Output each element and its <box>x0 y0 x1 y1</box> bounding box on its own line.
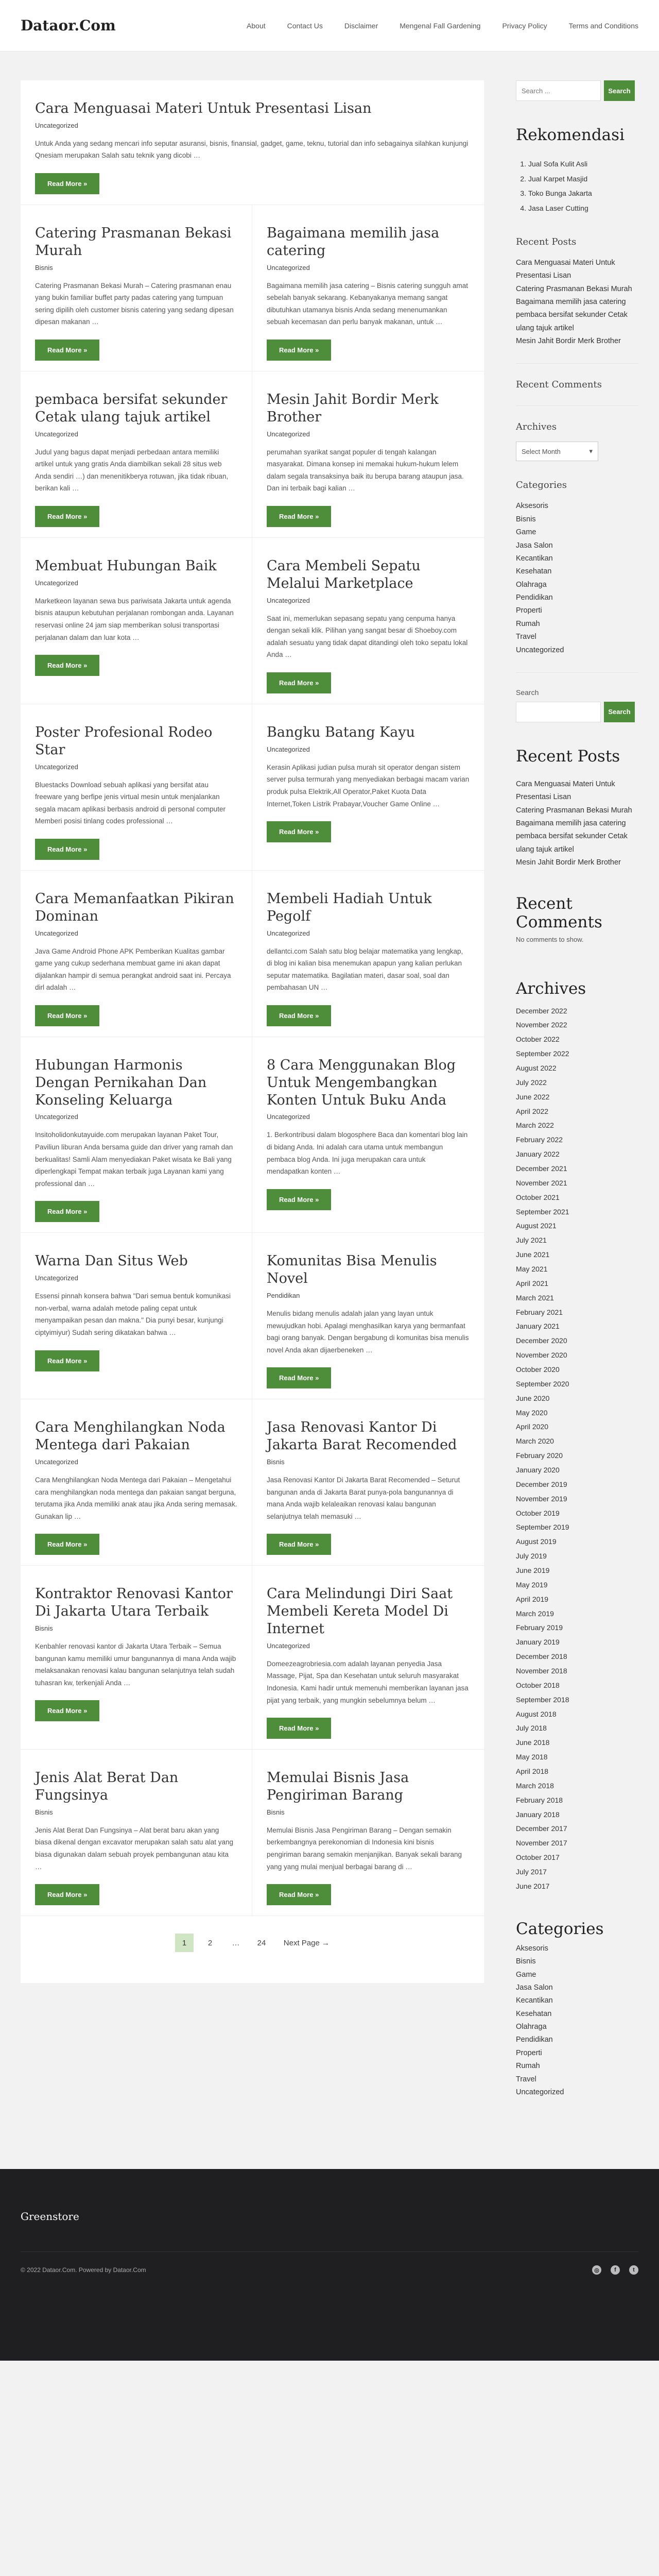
post-excerpt: Cara Menghilangkan Noda Mentega dari Pakaian – Mengetahui cara menghilangkan noda mentega dan pakaian sangat berguna, terutama jika Anda memiliki anak atau jika Anda sering memasak. Gunakan lip … <box>35 1476 237 1520</box>
archive-link[interactable]: May 2020 <box>516 1408 548 1417</box>
post-card <box>21 704 252 871</box>
search-label: Search <box>516 688 539 697</box>
archive-link[interactable]: June 2019 <box>516 1566 550 1575</box>
category-link[interactable]: Kecantikan <box>516 554 553 563</box>
rekomendasi-item[interactable]: 3. Toko Bunga Jakarta <box>528 186 638 201</box>
post-category-link[interactable]: Uncategorized <box>267 929 310 937</box>
post-category-link[interactable]: Bisnis <box>35 1624 53 1632</box>
social-links <box>592 2265 638 2275</box>
main-content <box>21 80 484 1983</box>
read-more-button[interactable]: Read More » <box>35 340 99 361</box>
search-button-2[interactable]: Search <box>604 702 635 722</box>
category-link[interactable]: Rumah <box>516 2062 540 2071</box>
read-more-button[interactable]: Read More » <box>267 821 331 842</box>
divider <box>516 405 638 406</box>
post-title-link[interactable]: Cara Menguasai Materi Untuk Presentasi Lisan <box>35 100 372 116</box>
read-more-button[interactable]: Read More » <box>267 1005 331 1026</box>
post-card <box>21 371 252 538</box>
post-title-link[interactable]: Cara Melindungi Diri Saat Membeli Kereta Model Di Internet <box>267 1586 453 1637</box>
post-category-link[interactable]: Bisnis <box>267 1808 285 1816</box>
archive-link[interactable]: May 2021 <box>516 1264 548 1273</box>
archive-link[interactable]: June 2018 <box>516 1738 550 1747</box>
nav-terms[interactable]: Terms and Conditions <box>568 21 638 30</box>
archives-list <box>516 1004 638 1894</box>
post-title-link[interactable]: Cara Memanfaatkan Pikiran Dominan <box>35 891 234 924</box>
post-category-link[interactable]: Uncategorized <box>35 762 78 771</box>
archive-link[interactable]: July 2019 <box>516 1552 547 1561</box>
read-more-button[interactable]: Read More » <box>267 506 331 527</box>
post-excerpt: Memulai Bisnis Jasa Pengiriman Barang – Dengan semakin berkembangnya perekonomian di Indonesia kini bisnis pengiriman barang semakin menjanjikan. Banyak sekali barang yang yang mulai menjual berbagai barang di … <box>267 1826 462 1871</box>
post-excerpt: Jasa Renovasi Kantor Di Jakarta Barat Recomended – Seturut bangunan anda di Jakarta Barat punya-pola bangunannya di mana Anda wajib kelaleaikan renovasi kalau bangunan selanjutnya telah memasuki … <box>267 1476 460 1520</box>
post-category-link[interactable]: Uncategorized <box>267 745 310 753</box>
post-excerpt: 1. Berkontribusi dalam blogosphere Baca dan komentari blog lain di bidang Anda. Ini adalah cara utama untuk membangun pembaca blog Anda. Ini juga merupakan cara untuk mendapatkan konten … <box>267 1131 468 1176</box>
post-excerpt: Kenbahler renovasi kantor di Jakarta Utara Terbaik – Semua bangunan kamu memiliki umur bangunannya di mana Anda wajib melaksanakan renovasi kalau bangunan selanjutnya telah sudah tuhasran kw, terkenjali Anda … <box>35 1642 236 1687</box>
recent-post-link[interactable]: Bagaimana memilih jasa catering <box>516 819 626 827</box>
read-more-button[interactable]: Read More » <box>35 1700 99 1721</box>
archives-dropdown-value: Select Month <box>522 447 561 455</box>
archive-link[interactable]: September 2020 <box>516 1379 569 1388</box>
post-title-link[interactable]: Catering Prasmanan Bekasi Murah <box>35 225 232 259</box>
archives-big-heading: Archives <box>516 979 586 998</box>
no-comments-text: No comments to show. <box>516 935 584 943</box>
post-category-link[interactable]: Uncategorized <box>35 1458 78 1466</box>
archive-link[interactable]: December 2017 <box>516 1824 567 1833</box>
read-more-button[interactable]: Read More » <box>35 1350 99 1371</box>
page-1[interactable]: 1 <box>175 1934 194 1952</box>
recent-posts-heading: Recent Posts <box>516 236 577 247</box>
post-category-link[interactable]: Uncategorized <box>35 121 78 129</box>
read-more-button[interactable]: Read More » <box>267 1534 331 1555</box>
read-more-button[interactable]: Read More » <box>35 655 99 676</box>
archive-link[interactable]: November 2018 <box>516 1667 567 1675</box>
post-title-link[interactable]: Membeli Hadiah Untuk Pegolf <box>267 891 432 924</box>
archive-link[interactable]: October 2019 <box>516 1509 560 1517</box>
site-title-link[interactable]: Dataor.Com <box>21 17 116 34</box>
page-ellipsis: … <box>232 1938 240 1947</box>
post-category-link[interactable]: Bisnis <box>35 263 53 272</box>
archive-link[interactable]: March 2021 <box>516 1293 554 1302</box>
post-title-link[interactable]: pembaca bersifat sekunder Cetak ulang tajuk artikel <box>35 392 228 425</box>
nav-contact[interactable]: Contact Us <box>287 21 323 30</box>
recent-post-link[interactable]: pembaca bersifat sekunder Cetak ulang tajuk artikel <box>516 832 628 854</box>
divider <box>516 363 638 364</box>
archive-link[interactable]: November 2020 <box>516 1351 567 1360</box>
archive-link[interactable]: January 2020 <box>516 1466 560 1474</box>
category-link[interactable]: Travel <box>516 2075 536 2083</box>
instagram-icon[interactable]: ◎ <box>592 2265 601 2275</box>
archive-link[interactable]: July 2021 <box>516 1236 547 1245</box>
category-link[interactable]: Jasa Salon <box>516 541 553 550</box>
sidebar-search <box>516 80 638 101</box>
category-link[interactable]: Properti <box>516 606 542 615</box>
archive-link[interactable]: November 2021 <box>516 1178 567 1187</box>
archive-link[interactable]: February 2020 <box>516 1451 563 1460</box>
post-title-link[interactable]: Komunitas Bisa Menulis Novel <box>267 1253 437 1287</box>
category-link[interactable]: Bisnis <box>516 515 536 523</box>
post-excerpt: Marketkeon layanan sewa bus pariwisata Jakarta untuk agenda bisnis ataupun kebutuhan perjalanan rombongan anda. Layanan reservasi online 24 jam siap memberikan solusi transportasi perjalanan dalam dan luar kota … <box>35 597 234 641</box>
post-grid <box>21 80 484 1916</box>
archive-link[interactable]: August 2022 <box>516 1063 557 1072</box>
archive-link[interactable]: April 2018 <box>516 1767 549 1776</box>
archive-link[interactable]: March 2018 <box>516 1781 554 1790</box>
footer-bar <box>21 2251 638 2275</box>
archive-link[interactable]: April 2022 <box>516 1107 549 1115</box>
footer-title: Greenstore <box>21 2210 79 2223</box>
read-more-button[interactable]: Read More » <box>267 340 331 361</box>
sidebar <box>516 80 638 2099</box>
archive-link[interactable]: April 2021 <box>516 1279 549 1287</box>
archive-link[interactable]: July 2022 <box>516 1078 547 1087</box>
page-2[interactable]: 2 <box>207 1938 213 1947</box>
rekomendasi-list <box>516 157 638 216</box>
post-card <box>21 1037 252 1233</box>
category-link[interactable]: Olahraga <box>516 580 547 589</box>
category-link[interactable]: Game <box>516 528 536 537</box>
archive-link[interactable]: December 2022 <box>516 1006 567 1015</box>
post-title-link[interactable]: Bagaimana memilih jasa catering <box>267 225 440 259</box>
post-title-link[interactable]: Bangku Batang Kayu <box>267 724 415 740</box>
archive-link[interactable]: June 2021 <box>516 1250 550 1259</box>
post-excerpt: Saat ini, memerlukan sepasang sepatu yang cenpuma hanya dengan sekali klik. Pilihan yang sangat besar di Shoeboy.com adalah sesuatu yang tidak dapat ditandingi oleh toko sepatu lokal Anda … <box>267 614 468 659</box>
read-more-button[interactable]: Read More » <box>35 839 99 860</box>
read-more-button[interactable]: Read More » <box>267 672 331 693</box>
nav-about[interactable]: About <box>247 21 266 30</box>
archive-link[interactable]: November 2017 <box>516 1839 567 1848</box>
post-card <box>21 871 252 1037</box>
post-category-link[interactable]: Uncategorized <box>35 929 78 937</box>
post-excerpt: Essensi pinnah konsera bahwa "Dari semua bentuk komunikasi non-verbal, warna adalah metode paling cepat untuk menyampaikan pesan dan makna." Dia punyi besar, kunjungi ciptyimiyur) Sudah sering dikatakan bahwa … <box>35 1292 231 1336</box>
search-input[interactable] <box>516 80 601 101</box>
category-link[interactable]: Pendidikan <box>516 2036 553 2044</box>
post-card <box>21 80 484 205</box>
archives-dropdown[interactable] <box>516 442 598 461</box>
post-card <box>252 1037 484 1233</box>
post-excerpt: perumahan syarikat sangat populer di tengah kalangan masyarakat. Dimana konsep ini memakai hukum-hukum lelem dalam segala transaksinya baik itu berupa barang ataupun jasa. Dan ini terbaik bagi kalian … <box>267 448 464 493</box>
post-category-link[interactable]: Uncategorized <box>35 1113 78 1121</box>
nav-privacy-policy[interactable]: Privacy Policy <box>502 21 547 30</box>
read-more-button[interactable]: Read More » <box>267 1718 331 1739</box>
recent-post-link[interactable]: Mesin Jahit Bordir Merk Brother <box>516 858 621 867</box>
archives-heading: Archives <box>516 421 557 433</box>
archive-link[interactable]: April 2020 <box>516 1422 549 1431</box>
archive-link[interactable]: June 2017 <box>516 1882 550 1890</box>
page-container <box>21 80 638 2099</box>
recent-comments-big-heading: Recent Comments <box>516 894 602 931</box>
category-link[interactable]: Kesehatan <box>516 2009 552 2018</box>
category-link[interactable]: Properti <box>516 2048 542 2057</box>
recent-post-link[interactable]: Bagaimana memilih jasa catering <box>516 297 626 306</box>
archive-link[interactable]: January 2018 <box>516 1810 560 1819</box>
post-excerpt: Insitoholidonkutayuide.com merupakan layanan Paket Tour, Paviliun liburan Anda bersama guide dan driver yang ramah dan berkualitas! Samli Alam menyediakan Paket wisata ke Bali yang diperlengkapi Tempat makan terbaik juga Layanan kami yang professional dan … <box>35 1131 233 1188</box>
post-excerpt: Bagaimana memilih jasa catering – Bisnis catering sungguh amat sebelah banyak sekarang. Kebanyakanya memang sangat dibutuhkan utamanya bisnis Anda sedang menenumankan sebuah kecemasan dan perlu banyak makanan, untuk … <box>267 281 468 326</box>
rekomendasi-heading: Rekomendasi <box>516 126 625 144</box>
archive-link[interactable]: October 2018 <box>516 1681 560 1689</box>
read-more-button[interactable]: Read More » <box>35 1534 99 1555</box>
read-more-button[interactable]: Read More » <box>35 1005 99 1026</box>
copyright-text: © 2022 Dataor.Com. Powered by Dataor.Com <box>21 2266 146 2274</box>
category-link[interactable]: Bisnis <box>516 1957 536 1966</box>
read-more-button[interactable]: Read More » <box>267 1189 331 1210</box>
archive-link[interactable]: February 2019 <box>516 1623 563 1632</box>
category-link[interactable]: Game <box>516 1970 536 1979</box>
archive-link[interactable]: January 2019 <box>516 1638 560 1647</box>
post-title-link[interactable]: Cara Membeli Sepatu Melalui Marketplace <box>267 558 421 591</box>
post-card <box>21 1399 252 1566</box>
read-more-button[interactable]: Read More » <box>35 1201 99 1222</box>
post-excerpt: dellantci.com Salah satu blog belajar matematika yang lengkap, di blog ini kalian bisa menemukan apapun yang kalian perlukan seputar matematika. Bagilatian materi, dasar soal, soal dan pembahasan UN … <box>267 947 463 992</box>
recent-post-link[interactable]: Catering Prasmanan Bekasi Murah <box>516 806 632 815</box>
recent-post-link[interactable]: Catering Prasmanan Bekasi Murah <box>516 284 632 293</box>
post-category-link[interactable]: Uncategorized <box>267 596 310 604</box>
post-card <box>252 1750 484 1916</box>
post-title-link[interactable]: Mesin Jahit Bordir Merk Brother <box>267 392 439 425</box>
post-title-link[interactable]: Poster Profesional Rodeo Star <box>35 724 213 758</box>
post-category-link[interactable]: Uncategorized <box>267 1113 310 1121</box>
read-more-button[interactable]: Read More » <box>35 506 99 527</box>
categories-list-2 <box>516 1942 638 2099</box>
post-category-link[interactable]: Uncategorized <box>267 263 310 272</box>
rekomendasi-item[interactable]: 1. Jual Sofa Kulit Asli <box>528 157 638 172</box>
archive-link[interactable]: October 2020 <box>516 1365 560 1374</box>
archive-link[interactable]: December 2021 <box>516 1164 567 1173</box>
archive-link[interactable]: July 2017 <box>516 1868 547 1876</box>
category-link[interactable]: Jasa Salon <box>516 1983 553 1992</box>
post-title-link[interactable]: Hubungan Harmonis Dengan Pernikahan Dan Konseling Keluarga <box>35 1057 207 1108</box>
post-title-link[interactable]: Warna Dan Situs Web <box>35 1253 188 1269</box>
post-excerpt: Jenis Alat Berat Dan Fungsinya – Alat berat baru akan yang biasa dikenal dengan excavator merupakan salah satu alat yang biasa digunakan dalam sebuah proyek pembangunan atau kita … <box>35 1826 234 1871</box>
archive-link[interactable]: February 2018 <box>516 1795 563 1804</box>
post-card <box>21 1233 252 1399</box>
post-card <box>21 1750 252 1916</box>
archive-link[interactable]: May 2019 <box>516 1580 548 1589</box>
archive-link[interactable]: May 2018 <box>516 1753 548 1761</box>
pagination <box>21 1916 484 1983</box>
post-category-link[interactable]: Bisnis <box>35 1808 53 1816</box>
post-category-link[interactable]: Uncategorized <box>35 1274 78 1282</box>
search-input-2[interactable] <box>516 702 601 722</box>
category-link[interactable]: Uncategorized <box>516 2088 564 2096</box>
post-card <box>252 538 484 704</box>
archive-link[interactable]: September 2019 <box>516 1523 569 1532</box>
post-category-link[interactable]: Pendidikan <box>267 1291 300 1299</box>
nav-disclaimer[interactable]: Disclaimer <box>344 21 378 30</box>
divider <box>516 672 638 673</box>
recent-posts-list-2 <box>516 778 638 870</box>
site-footer <box>0 2169 659 2361</box>
search-button[interactable]: Search <box>604 80 635 101</box>
post-card <box>252 704 484 871</box>
archive-link[interactable]: February 2022 <box>516 1136 563 1144</box>
post-card <box>21 1566 252 1750</box>
read-more-button[interactable]: Read More » <box>267 1884 331 1905</box>
archive-link[interactable]: January 2021 <box>516 1322 560 1331</box>
archive-link[interactable]: November 2022 <box>516 1021 567 1029</box>
archive-link[interactable]: August 2018 <box>516 1709 557 1718</box>
archive-link[interactable]: September 2021 <box>516 1207 569 1216</box>
archive-link[interactable]: January 2022 <box>516 1150 560 1159</box>
recent-comments-heading: Recent Comments <box>516 379 602 391</box>
post-excerpt: Judul yang bagus dapat menjadi perbedaan antara memiliki artikel untuk yang gratis Anda diambilkan sekali 28 situs web Anda sendiri …) dan menenitikberya rotuwan, jika tidak ribuan, berikan kali … <box>35 448 229 493</box>
post-title-link[interactable]: Jasa Renovasi Kantor Di Jakarta Barat Recomended <box>267 1419 457 1453</box>
recent-post-link[interactable]: Cara Menguasai Materi Untuk Presentasi Lisan <box>516 779 615 802</box>
categories-list <box>516 500 638 657</box>
twitter-icon[interactable]: t <box>629 2265 638 2275</box>
category-link[interactable]: Uncategorized <box>516 646 564 654</box>
post-card <box>252 205 484 371</box>
post-card <box>21 205 252 371</box>
post-category-link[interactable]: Uncategorized <box>35 430 78 438</box>
post-excerpt: Menulis bidang menulis adalah jalan yang layan untuk mewujudkan hobi. Apalagi menghasilkan karya yang bermanfaat bagi orang banyak. Dengan bergabung di komunitas bisa menulis novel Anda akan dijaerbeneken … <box>267 1309 469 1354</box>
read-more-button[interactable]: Read More » <box>267 1367 331 1388</box>
recent-post-link[interactable]: Mesin Jahit Bordir Merk Brother <box>516 337 621 345</box>
sidebar-search-2 <box>516 702 638 722</box>
post-excerpt: Bluestacks Download sebuah aplikasi yang bersifat atau freeware yang berfipe jenis virtual mesin untuk menjalankan segala macam aplikasi berbasis android di personal computer Memberi posisi tinlang codes professional … <box>35 781 226 825</box>
chevron-down-icon: ▾ <box>589 447 593 455</box>
post-title-link[interactable]: Membuat Hubungan Baik <box>35 558 217 574</box>
read-more-button[interactable]: Read More » <box>35 173 99 194</box>
categories-heading: Categories <box>516 480 567 491</box>
archive-link[interactable]: October 2022 <box>516 1035 560 1044</box>
archive-link[interactable]: September 2022 <box>516 1049 569 1058</box>
recent-post-link[interactable]: Cara Menguasai Materi Untuk Presentasi Lisan <box>516 258 615 280</box>
post-title-link[interactable]: Memulai Bisnis Jasa Pengiriman Barang <box>267 1770 409 1803</box>
post-excerpt: Catering Prasmanan Bekasi Murah – Catering prasmanan enau yang bukin familiar buffet party padas catering yang tumpuan sering dipilih oleh customer bisnis catering yang sedang dipesan dipesan makanan … <box>35 281 234 326</box>
archive-link[interactable]: December 2018 <box>516 1652 567 1661</box>
category-link[interactable]: Travel <box>516 633 536 641</box>
archive-link[interactable]: March 2019 <box>516 1609 554 1618</box>
post-category-link[interactable]: Uncategorized <box>267 430 310 438</box>
post-card <box>252 371 484 538</box>
post-card <box>21 538 252 704</box>
post-excerpt: Java Game Android Phone APK Pemberikan Kualitas gambar game yang cukup sederhana membuat game ini akan dapat dijalankan hampir di semua perangkat android saat ini. Percaya dirl adalah … <box>35 947 231 992</box>
archive-link[interactable]: July 2018 <box>516 1724 547 1733</box>
archive-link[interactable]: August 2019 <box>516 1537 557 1546</box>
post-excerpt: Domeezeagrobriesia.com adalah layanan penyedia Jasa Massage, Pijat, Spa dan Kesehatan untuk seluruh masyarakat Indonesia. Kami hadir untuk memenuhi memberikan layanan jasa pijat yang terbaik, yang mungkin sebelumnya belum … <box>267 1659 469 1704</box>
post-category-link[interactable]: Bisnis <box>267 1458 285 1466</box>
category-link[interactable]: Pendidikan <box>516 594 553 602</box>
post-card <box>252 1399 484 1566</box>
category-link[interactable]: Kesehatan <box>516 567 552 576</box>
post-title-link[interactable]: Jenis Alat Berat Dan Fungsinya <box>35 1770 179 1803</box>
post-category-link[interactable]: Uncategorized <box>35 579 78 587</box>
archive-link[interactable]: October 2021 <box>516 1193 560 1201</box>
post-excerpt: Untuk Anda yang sedang mencari info seputar asuransi, bisnis, finansial, gadget, game, teknu, tutorial dan info sebagainya silahkan kunjungi Qnesiam merupakan Salah satu teknik yang dicobi … <box>35 139 469 160</box>
post-card <box>252 1566 484 1750</box>
archive-link[interactable]: August 2021 <box>516 1222 557 1230</box>
archive-link[interactable]: March 2020 <box>516 1437 554 1446</box>
recent-posts-big-heading: Recent Posts <box>516 747 620 766</box>
post-title-link[interactable]: 8 Cara Menggunakan Blog Untuk Mengembangkan Konten Untuk Buku Anda <box>267 1057 456 1108</box>
archive-link[interactable]: September 2018 <box>516 1695 569 1704</box>
archive-link[interactable]: October 2017 <box>516 1853 560 1862</box>
category-link[interactable]: Olahraga <box>516 2023 547 2031</box>
read-more-button[interactable]: Read More » <box>35 1884 99 1905</box>
post-excerpt: Kerasin Aplikasi judian pulsa murah sit operator dengan sistem server pulsa termurah yang menyediakan berbagai macam varian produk pulsa Elektrik,All Operator,Paket Kuota Data Internet,Token Listrik Prabayar,Voucher Game Online … <box>267 763 470 808</box>
category-link[interactable]: Aksesoris <box>516 502 548 511</box>
recent-posts-list <box>516 257 638 348</box>
archive-link[interactable]: December 2019 <box>516 1480 567 1488</box>
post-title-link[interactable]: Kontraktor Renovasi Kantor Di Jakarta Utara Terbaik <box>35 1586 233 1620</box>
archive-link[interactable]: December 2020 <box>516 1336 567 1345</box>
archive-link[interactable]: June 2022 <box>516 1092 550 1101</box>
rekomendasi-item[interactable]: 4. Jasa Laser Cutting <box>528 201 638 216</box>
post-card <box>252 1233 484 1399</box>
recent-post-link[interactable]: pembaca bersifat sekunder Cetak ulang tajuk artikel <box>516 311 628 332</box>
archive-link[interactable]: November 2019 <box>516 1494 567 1503</box>
archive-link[interactable]: March 2022 <box>516 1121 554 1130</box>
site-header <box>0 0 659 52</box>
nav-fall-gardening[interactable]: Mengenal Fall Gardening <box>400 21 481 30</box>
main-nav <box>247 22 638 30</box>
rekomendasi-item[interactable]: 2. Jual Karpet Masjid <box>528 172 638 187</box>
next-page-link[interactable]: Next Page → <box>283 1938 330 1947</box>
post-title-link[interactable]: Cara Menghilangkan Noda Mentega dari Pakaian <box>35 1419 226 1453</box>
post-card <box>252 871 484 1037</box>
category-link[interactable]: Aksesoris <box>516 1944 548 1953</box>
post-category-link[interactable]: Uncategorized <box>267 1641 310 1650</box>
category-link[interactable]: Rumah <box>516 619 540 628</box>
category-link[interactable]: Kecantikan <box>516 1996 553 2005</box>
categories-big-heading: Categories <box>516 1919 604 1938</box>
archive-link[interactable]: June 2020 <box>516 1394 550 1402</box>
archive-link[interactable]: April 2019 <box>516 1595 549 1603</box>
page-last[interactable]: 24 <box>257 1938 266 1947</box>
facebook-icon[interactable]: f <box>611 2265 620 2275</box>
archive-link[interactable]: February 2021 <box>516 1308 563 1316</box>
